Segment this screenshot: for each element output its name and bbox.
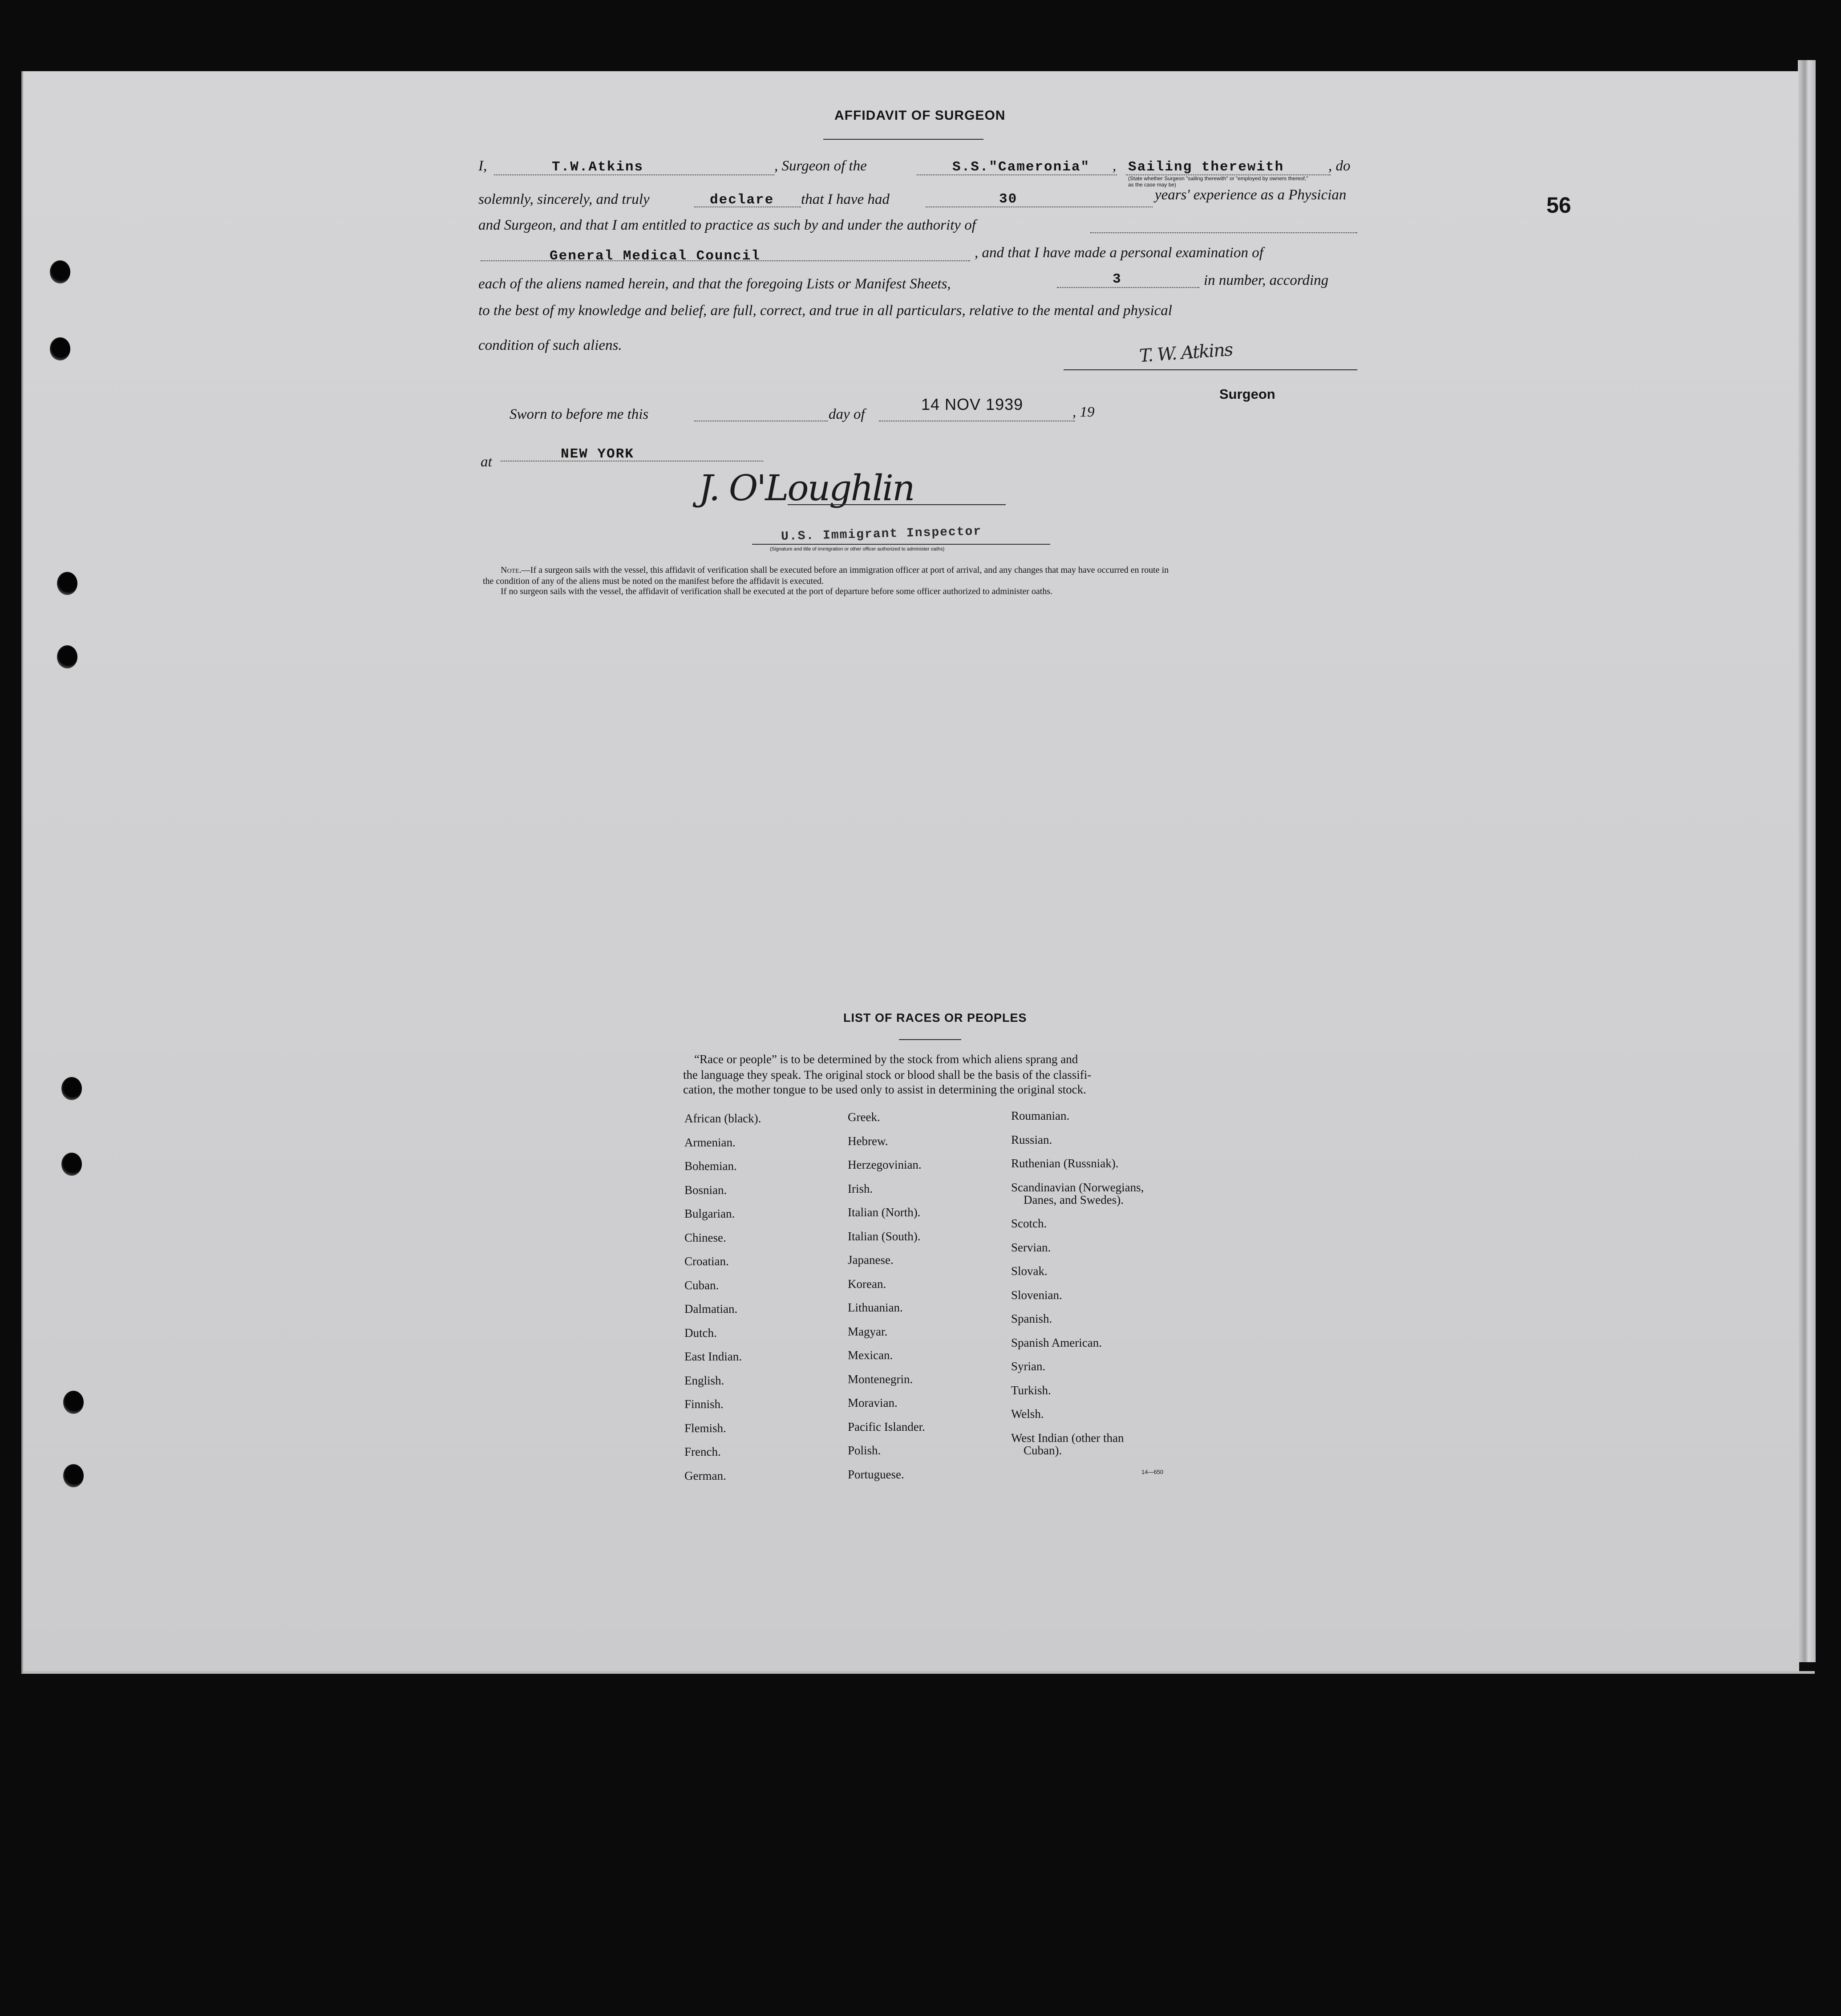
race-item: Herzegovinian. xyxy=(848,1158,922,1171)
document-sheet xyxy=(21,71,1804,2016)
race-item: Spanish American. xyxy=(1011,1336,1102,1349)
binding-hole xyxy=(63,1391,84,1414)
inspector-signature: J. O'Loughlin xyxy=(699,467,914,509)
race-item: Cuban. xyxy=(684,1278,719,1292)
sheet-left-edge xyxy=(21,71,23,1673)
race-item: Ruthenian (Russniak). xyxy=(1011,1157,1119,1170)
race-item: West Indian (other than xyxy=(1011,1431,1124,1445)
surgeon-signature-line xyxy=(1064,369,1357,370)
race-item: Welsh. xyxy=(1011,1407,1044,1421)
race-item: Bosnian. xyxy=(684,1183,727,1197)
race-item: French. xyxy=(684,1445,721,1458)
form-code: 14—650 xyxy=(1141,1469,1164,1475)
race-item: Scotch. xyxy=(1011,1217,1047,1230)
line1-tail: , do xyxy=(1328,158,1351,174)
line4-tail: , and that I have made a personal examination of xyxy=(975,245,1263,261)
race-item: Italian (South). xyxy=(848,1229,921,1243)
race-item: Slovenian. xyxy=(1011,1288,1062,1302)
sheet-right-edge xyxy=(1798,60,1816,1662)
race-item: Irish. xyxy=(848,1182,873,1195)
race-item: Polish. xyxy=(848,1444,881,1457)
sworn-year-prefix: , 19 xyxy=(1072,404,1095,420)
race-item: Spanish. xyxy=(1011,1312,1052,1325)
line2-tail: years' experience as a Physician xyxy=(1155,187,1347,203)
sworn-day-label: day of xyxy=(829,406,865,422)
line7-text: condition of such aliens. xyxy=(478,337,622,353)
surgeon-status: Sailing therewith xyxy=(1128,159,1284,175)
place-value: NEW YORK xyxy=(561,446,634,462)
race-item: Turkish. xyxy=(1011,1383,1051,1397)
race-item: African (black). xyxy=(684,1112,761,1125)
race-item: Armenian. xyxy=(684,1135,736,1149)
race-item: Magyar. xyxy=(848,1324,888,1338)
race-item: Mexican. xyxy=(848,1348,893,1362)
line2-mid: that I have had xyxy=(801,191,890,207)
surgeon-label: Surgeon xyxy=(1219,386,1275,402)
place-lead: at xyxy=(481,454,492,470)
years-experience: 30 xyxy=(999,191,1018,207)
line3-text: and Surgeon, and that I am entitled to practice as such by and under the authority of xyxy=(478,217,976,233)
race-item: Finnish. xyxy=(684,1397,724,1411)
authority-name: General Medical Council xyxy=(550,248,761,264)
sheet-bottom-edge xyxy=(21,1671,1815,1674)
line5-lead: each of the aliens named herein, and that the foregoing Lists or Manifest Sheets, xyxy=(478,276,951,292)
race-item: Bulgarian. xyxy=(684,1207,735,1220)
note-line1 xyxy=(501,565,1169,575)
years-rule xyxy=(926,206,1153,207)
race-item: Dutch. xyxy=(684,1326,717,1340)
race-item: Korean. xyxy=(848,1277,886,1291)
race-item: Slovak. xyxy=(1011,1264,1048,1278)
race-item: Roumanian. xyxy=(1011,1109,1070,1122)
note-line3: If no surgeon sails with the vessel, the affidavit of verification shall be executed at the port of departure before some officer authorized to administer oaths. xyxy=(501,587,1053,596)
race-item: Syrian. xyxy=(1011,1360,1046,1373)
race-item: Moravian. xyxy=(848,1396,898,1409)
inspector-title-line xyxy=(752,544,1050,545)
races-intro-line1: “Race or people” is to be determined by the stock from which aliens sprang and xyxy=(694,1053,1078,1066)
race-item: Cuban). xyxy=(1024,1443,1062,1457)
binding-hole xyxy=(61,1153,82,1176)
inspector-title: U.S. Immigrant Inspector xyxy=(781,525,982,544)
races-title: LIST OF RACES OR PEOPLES xyxy=(843,1011,1027,1024)
race-item: Hebrew. xyxy=(848,1134,888,1148)
status-hint: (State whether Surgeon "sailing therewith" or "employed by owners thereof," as the case may be) xyxy=(1128,175,1308,188)
race-item: Scandinavian (Norwegians, xyxy=(1011,1180,1144,1194)
race-item: Greek. xyxy=(848,1110,880,1124)
surgeon-signature: T. W. Atkins xyxy=(1138,339,1233,367)
races-title-underline xyxy=(899,1039,961,1040)
sheets-count: 3 xyxy=(1113,271,1122,287)
race-item: Croatian. xyxy=(684,1255,729,1268)
date-stamp: 14 NOV 1939 xyxy=(921,395,1024,413)
race-item: Portuguese. xyxy=(848,1467,904,1481)
line5-tail: in number, according xyxy=(1204,272,1329,288)
races-intro-line3: cation, the mother tongue to be used only to assist in determining the original stock. xyxy=(683,1083,1086,1096)
note-line1-text: —If a surgeon sails with the vessel, this affidavit of verification shall be executed before an immigration officer at port of arrival, and any changes that may have occurred en route in xyxy=(521,565,1169,575)
declare-verb: declare xyxy=(710,192,774,208)
race-item: Flemish. xyxy=(684,1421,726,1435)
inspector-hint: (Signature and title of immigration or other officer authorized to administer oaths) xyxy=(770,547,945,552)
line6-text: to the best of my knowledge and belief, are full, correct, and true in all particulars, relative to the mental and physical xyxy=(478,303,1172,319)
race-item: Bohemian. xyxy=(684,1159,737,1173)
race-item: Montenegrin. xyxy=(848,1372,913,1386)
sheets-rule xyxy=(1057,287,1199,288)
binding-hole xyxy=(57,572,77,595)
race-item: Pacific Islander. xyxy=(848,1420,925,1433)
line1-lead: I, xyxy=(478,158,487,174)
inspector-signature-line xyxy=(788,504,1006,505)
binding-hole xyxy=(63,1464,84,1487)
race-item: Russian. xyxy=(1011,1133,1052,1146)
surgeon-name: T.W.Atkins xyxy=(552,159,644,175)
ship-name: S.S."Cameronia" xyxy=(952,159,1090,175)
race-item: Dalmatian. xyxy=(684,1302,738,1316)
races-column-3 xyxy=(1011,1110,1144,1468)
authority-rule-1 xyxy=(1090,232,1357,233)
line1-mid: , Surgeon of the xyxy=(774,158,867,174)
races-column-1 xyxy=(684,1113,761,1494)
line2-lead: solemnly, sincerely, and truly xyxy=(478,191,650,207)
binding-hole xyxy=(50,260,70,283)
race-item: East Indian. xyxy=(684,1350,742,1363)
race-item: Chinese. xyxy=(684,1231,726,1244)
binding-hole xyxy=(57,645,77,668)
race-item: Danes, and Swedes). xyxy=(1024,1193,1124,1206)
affidavit-title: AFFIDAVIT OF SURGEON xyxy=(834,108,1006,123)
race-item: Lithuanian. xyxy=(848,1301,903,1314)
binding-hole xyxy=(61,1077,82,1100)
races-column-2 xyxy=(848,1111,925,1492)
line1-comma: , xyxy=(1113,158,1117,174)
races-intro-line2: the language they speak. The original stock or blood shall be the basis of the classifi- xyxy=(683,1068,1092,1081)
race-item: Servian. xyxy=(1011,1240,1051,1254)
title-underline xyxy=(823,139,983,140)
binding-hole xyxy=(50,337,70,360)
race-item: Italian (North). xyxy=(848,1206,921,1219)
race-item: English. xyxy=(684,1373,724,1387)
race-item: Japanese. xyxy=(848,1253,894,1267)
race-item: German. xyxy=(684,1469,726,1482)
note-label: Note. xyxy=(501,565,522,575)
sworn-lead: Sworn to before me this xyxy=(510,406,649,422)
note-line2: the condition of any of the aliens must be noted on the manifest before the affidavit is executed. xyxy=(483,576,824,586)
page-number: 56 xyxy=(1546,193,1571,218)
